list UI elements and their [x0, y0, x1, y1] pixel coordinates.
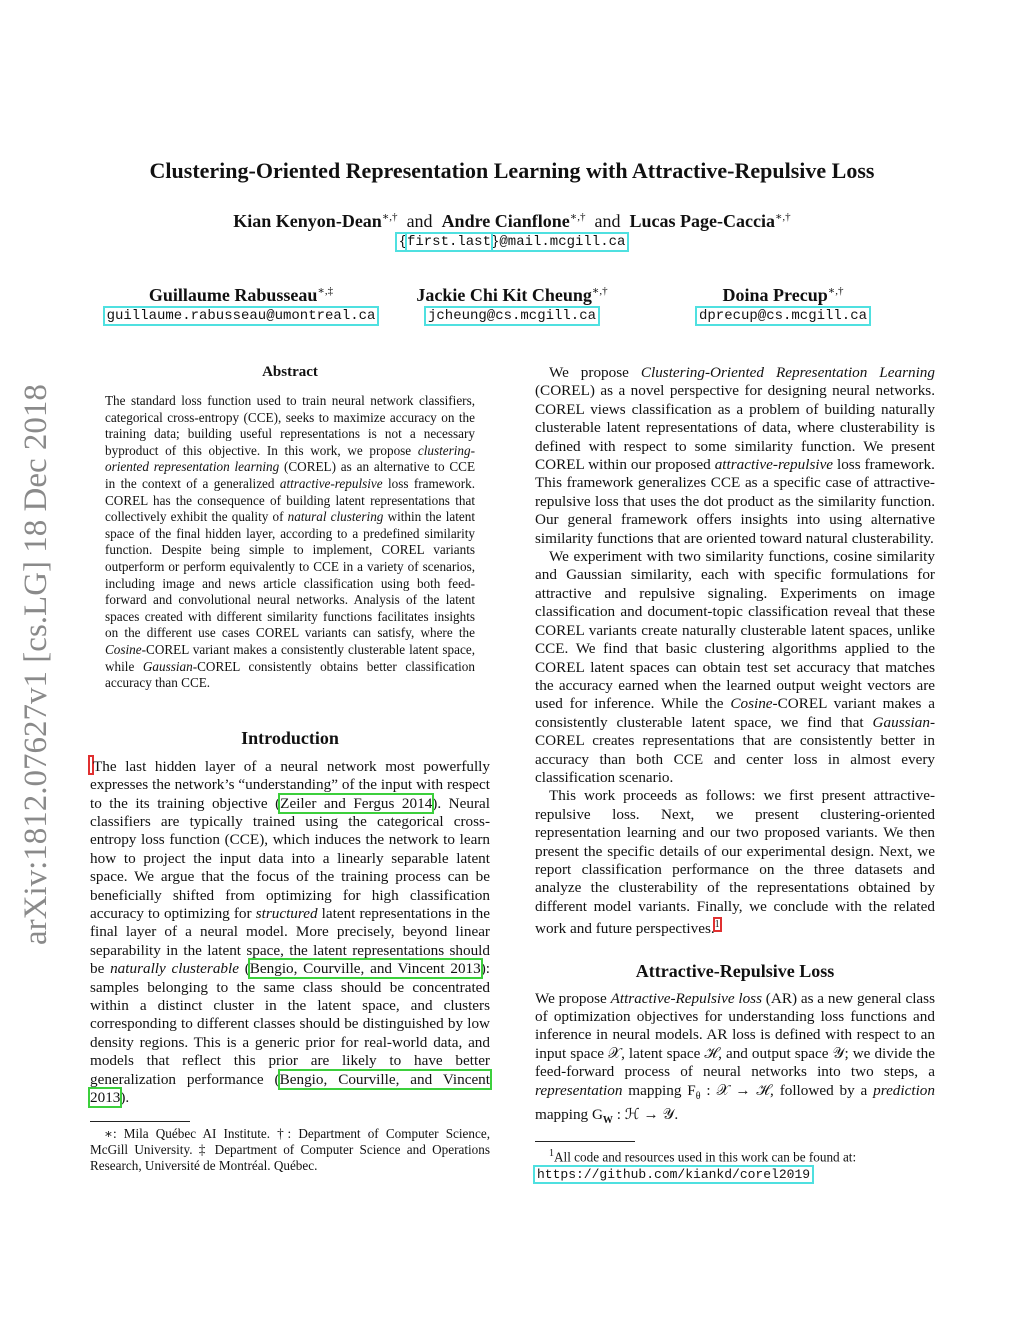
footnote-link[interactable]: 1 [714, 919, 720, 931]
footnote-rule [535, 1141, 635, 1142]
author-email-link[interactable]: dprecup@cs.mcgill.ca [698, 308, 868, 324]
abstract-text: The standard loss function used to train neural network classifiers, categorical cross-entropy (CCE), seeks to maximize accuracy on the training data; building useful representations is not a necessary byproduct of this objective. In this work, we propose clustering-oriented representation learning (COREL) as an alternative to CCE in the context of a generalized attractive-repulsive loss framework. COREL has the consequence of building latent representations that collectively exhibit the quality of natural clustering within the latent space of the final hidden layer, according to a predefined similarity function. Despite being simple to implement, COREL variants outperform or perform equivalently to CCE in a variety of scenarios, including image and news article classification using both feed-forward and convolutional neural networks. Analysis of the latent spaces created with different similarity functions facilitates insights on the different use cases COREL variants can satisfy, where the Cosine-COREL variant makes a consistently clusterable latent space, while Gaussian-COREL consistently obtains better classification accuracy than CCE. [105, 393, 475, 691]
author-block-precup [680, 284, 886, 324]
citation-link[interactable]: Bengio, Courville, and Vincent 2013 [249, 960, 481, 978]
authors-row-1 [0, 210, 1024, 232]
code-footnote: $^1$All code and resources used in this work can be found at: [549, 1147, 857, 1164]
code-repository-link[interactable]: https://github.com/kiankd/corel2019 [537, 1166, 811, 1182]
citation-link[interactable]: Bengio, Courville, and Vincent 2013 [90, 1070, 490, 1106]
paper-title: Clustering-Oriented Representation Learning with Attractive-Repulsive Loss [149, 158, 875, 183]
ar-loss-paragraph: We propose Attractive-Repulsive loss (AR) as a new general class of optimization objectives for understanding loss functions and inference in neural models. AR loss is defined with respect to an input space 𝒳, latent space ℋ, and output space 𝒴; we divide the feed-forward process of neural networks into two steps, a representation mapping $F_\theta$ : 𝒳 → ℋ, followed by a prediction mapping $G_W$ : ℋ → 𝒴. [535, 989, 935, 1127]
ar-loss-heading: Attractive-Repulsive Loss [635, 960, 835, 981]
email-brace-open: { [398, 234, 407, 250]
email-brace-close: } [490, 234, 500, 250]
author-separator: and [594, 211, 621, 231]
experiments-paragraph: We experiment with two similarity functions, cosine similarity and Gaussian similarity, each with specific formulations for attractive and repulsive signaling. Experiments on image classification and document-topic classification reveal that these COREL variants create naturally clusterable latent spaces, unlike CCE. We find that basic clustering algorithms applied to the COREL latent spaces can obtain test set accuracy that matches the accuracy earned when the learned output weight vectors are used for inference. While the Cosine-COREL variant makes a consistently clusterable latent space, we find that Gaussian-COREL creates representations that are consistently better in accuracy than both CCE and center loss in almost every classification scenario. [535, 548, 936, 786]
shared-email-link[interactable] [397, 234, 628, 250]
shared-email-pattern [0, 234, 1024, 250]
author-name: Lucas Page-Caccia [629, 211, 775, 231]
email-domain: @mail.mcgill.ca [499, 234, 626, 250]
affiliation-footnote: ∗: Mila Québec AI Institute. †: Department of Computer Science, McGill University. ‡ Department of Computer Science and Operations Research, Université de Montréal. Québec. [90, 1126, 490, 1174]
affiliation-mark: ∗,† [774, 211, 791, 223]
contribution-paragraph: We propose Clustering-Oriented Representation Learning (COREL) as a novel perspective for designing neural networks. COREL views classification as a problem of building naturally clusterable latent representations of data, where clusterability is defined with respect to some similarity function. We present COREL within our proposed attractive-repulsive loss framework. This framework generalizes CCE as a specific case of attractive-repulsive loss that uses the dot product as the similarity function. Our general framework offers insights into using alternative similarity functions that are oriented toward natural clusterability. [535, 364, 935, 547]
arxiv-identifier-stamp: arXiv:1812.07627v1 [cs.LG] 18 Dec 2018 [18, 384, 54, 945]
right-column [535, 364, 935, 1183]
left-column [90, 364, 490, 1174]
author-name: Guillaume Rabusseau [148, 285, 318, 305]
affiliation-mark: ∗,† [381, 211, 398, 223]
introduction-paragraph: The last hidden layer of a neural network most powerfully expresses the network’s “understanding” of the input with respect to the its training objective (Zeiler and Fergus 2014). Neural classifiers are typically trained using the categorical cross-entropy loss function (CCE), which induces the network to learn how to project the input data into a linearly separable latent space. We argue that the focus of the training process can be beneficially shifted from optimizing for high classification accuracy to optimizing for structured latent representations in the final layer of a neural model. More precisely, beyond linear separability in the latent space, the latent representations should be naturally clusterable (Bengio, Courville, and Vincent 2013): samples belonging to the same class should be concentrated within a distinct cluster in the latent space, and clusters corresponding to different classes should be distinguished by low density regions. This is a generic prior for real-world data, and models that reflect this prior are likely to have better generalization performance (Bengio, Courville, and Vincent 2013). [90, 757, 491, 1106]
outline-paragraph: This work proceeds as follows: we first present attractive-repulsive loss. Next, we present clustering-oriented representation learning and our two proposed variants. We then present the specific details of our experimental design. Next, we report classification performance on the three datasets and analyze the clusterability of the representations obtained by different model variants. Finally, we conclude with the related work and future perspectives.$^1$ [535, 787, 935, 938]
abstract-heading: Abstract [262, 364, 318, 380]
author-name: Kian Kenyon-Dean [233, 211, 382, 231]
author-block-rabusseau [80, 284, 402, 324]
affiliation-mark: ∗,† [827, 285, 844, 297]
cursor-marker [90, 757, 92, 773]
author-separator: and [406, 211, 433, 231]
affiliation-mark: ∗,‡ [317, 285, 334, 297]
author-name: Jackie Chi Kit Cheung [416, 285, 592, 305]
citation-link[interactable]: Zeiler and Fergus 2014 [280, 794, 433, 812]
affiliation-mark: ∗,† [591, 285, 608, 297]
affiliation-mark: ∗,† [569, 211, 586, 223]
author-name: Andre Cianflone [441, 211, 570, 231]
email-user-placeholder: first.last [406, 234, 491, 250]
author-email-link[interactable]: guillaume.rabusseau@umontreal.ca [106, 308, 376, 324]
author-block-cheung [406, 284, 618, 324]
author-name: Doina Precup [722, 285, 828, 305]
author-email-link[interactable]: jcheung@cs.mcgill.ca [427, 308, 597, 324]
introduction-heading: Introduction [241, 727, 339, 748]
footnote-rule [90, 1121, 190, 1122]
